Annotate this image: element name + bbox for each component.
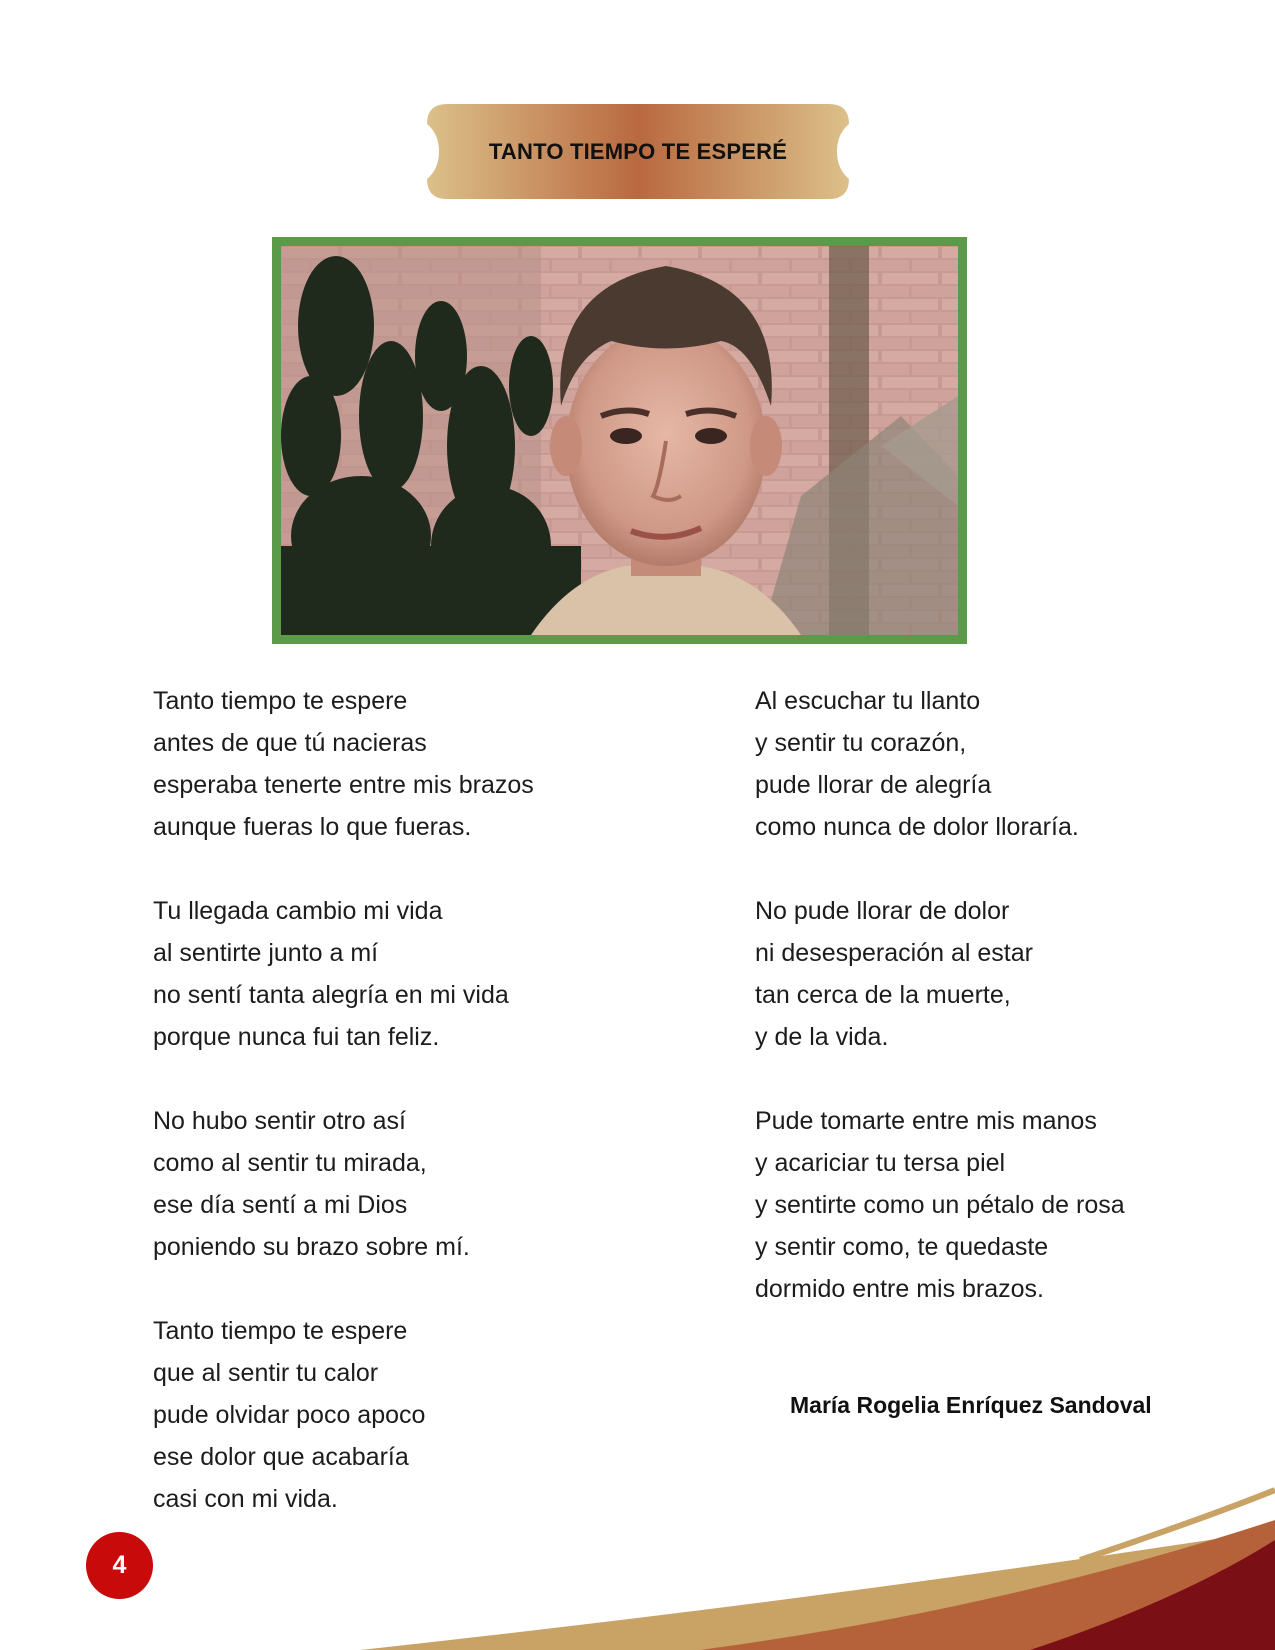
poem-line: ese día sentí a mi Dios bbox=[153, 1191, 408, 1219]
poem-line: No hubo sentir otro así bbox=[153, 1107, 406, 1135]
poem-line: Tanto tiempo te espere bbox=[153, 687, 408, 715]
poem-line: No pude llorar de dolor bbox=[755, 897, 1010, 925]
poem-line: dormido entre mis brazos. bbox=[755, 1275, 1045, 1303]
stanza bbox=[755, 1100, 1235, 1310]
poem-line: pude olvidar poco apoco bbox=[153, 1401, 426, 1429]
child-portrait-image bbox=[281, 246, 958, 635]
poem-line: como nunca de dolor lloraría. bbox=[755, 813, 1079, 841]
poem-line: y sentirte como un pétalo de rosa bbox=[755, 1191, 1125, 1219]
child-photo bbox=[272, 237, 967, 644]
poem-line: antes de que tú nacieras bbox=[153, 729, 427, 757]
poem-line: como al sentir tu mirada, bbox=[153, 1149, 427, 1177]
poem-line: y sentir como, te quedaste bbox=[755, 1233, 1049, 1261]
poem-line: tan cerca de la muerte, bbox=[755, 981, 1011, 1009]
poem-line: Al escuchar tu llanto bbox=[755, 687, 981, 715]
poem-column-left bbox=[153, 680, 713, 1562]
title-banner bbox=[425, 104, 851, 199]
poem-line: porque nunca fui tan feliz. bbox=[153, 1023, 440, 1051]
poem-line: Pude tomarte entre mis manos bbox=[755, 1107, 1097, 1135]
poem-line: poniendo su brazo sobre mí. bbox=[153, 1233, 470, 1261]
poem-line: y acariciar tu tersa piel bbox=[755, 1149, 1006, 1177]
poem-line: y sentir tu corazón, bbox=[755, 729, 967, 757]
poem-line: Tanto tiempo te espere bbox=[153, 1317, 408, 1345]
page-number-badge: 4 bbox=[86, 1532, 153, 1599]
poem-line: al sentirte junto a mí bbox=[153, 939, 379, 967]
poem-title: TANTO TIEMPO TE ESPERÉ bbox=[488, 138, 788, 164]
poem-line: esperaba tenerte entre mis brazos bbox=[153, 771, 534, 799]
poem-column-right bbox=[755, 680, 1235, 1352]
poem-line: casi con mi vida. bbox=[153, 1485, 338, 1513]
stanza bbox=[755, 680, 1235, 848]
poem-line: que al sentir tu calor bbox=[153, 1359, 379, 1387]
poem-line: y de la vida. bbox=[755, 1023, 889, 1051]
stanza bbox=[153, 890, 713, 1058]
stanza bbox=[153, 1100, 713, 1268]
stanza bbox=[153, 1310, 713, 1520]
stanza bbox=[755, 890, 1235, 1058]
poem-line: ese dolor que acabaría bbox=[153, 1443, 409, 1471]
poem-line: pude llorar de alegría bbox=[755, 771, 992, 799]
author-name: María Rogelia Enríquez Sandoval bbox=[790, 1392, 1152, 1418]
poem-line: no sentí tanta alegría en mi vida bbox=[153, 981, 509, 1009]
poem-line: Tu llegada cambio mi vida bbox=[153, 897, 443, 925]
poem-line: ni desesperación al estar bbox=[755, 939, 1033, 967]
stanza bbox=[153, 680, 713, 848]
poem-line: aunque fueras lo que fueras. bbox=[153, 813, 472, 841]
